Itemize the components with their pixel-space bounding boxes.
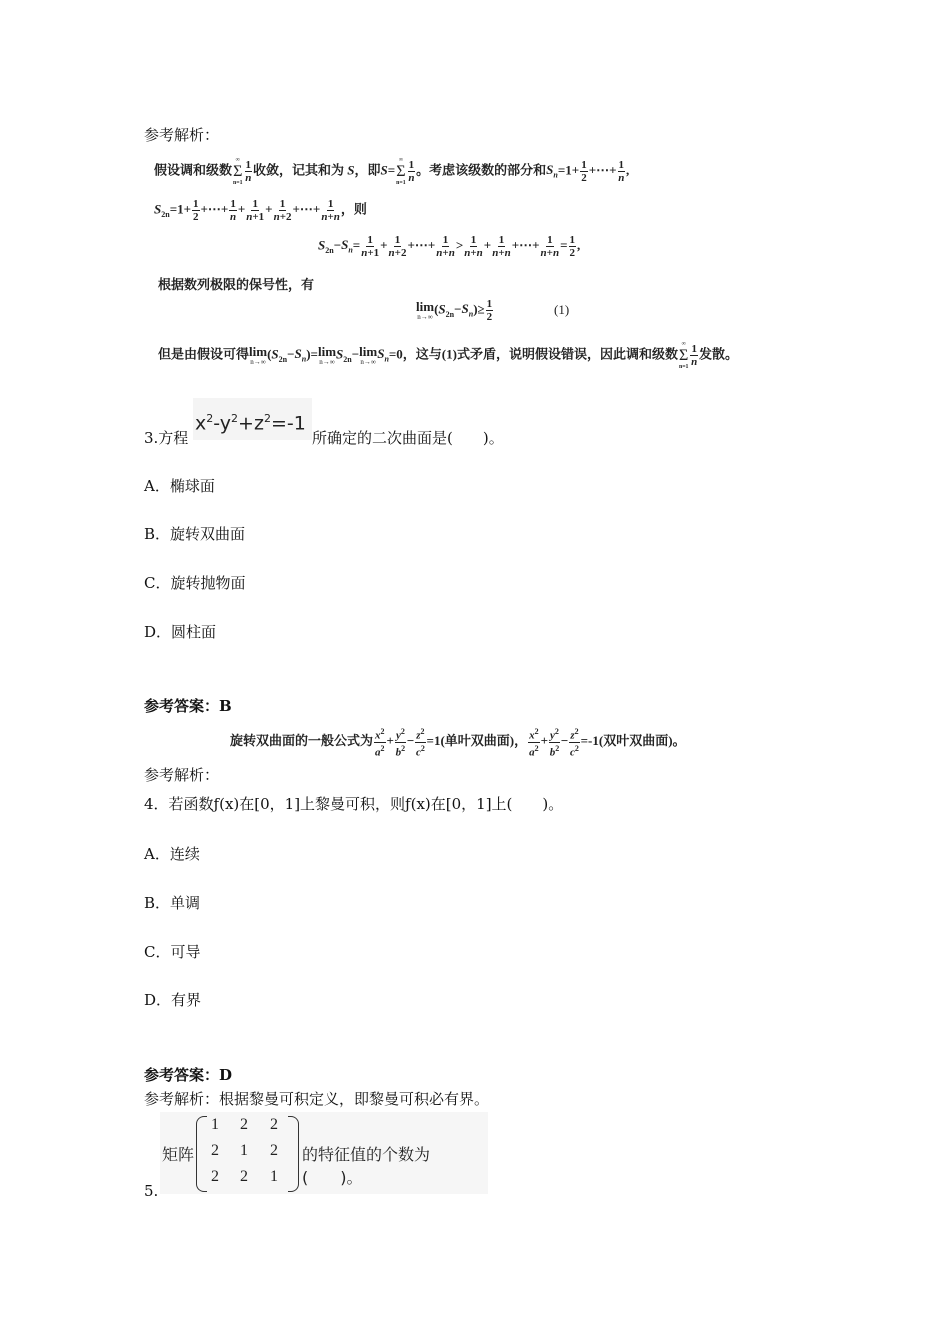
matrix-cell: 2 — [240, 1116, 248, 1133]
proof-equation-number: (1) — [554, 302, 570, 317]
matrix-cell: 1 — [211, 1116, 219, 1133]
q3-stem-prefix: 3.方程 — [144, 429, 189, 447]
q4-answer: 参考答案：D — [144, 1066, 233, 1084]
matrix-cell: 1 — [240, 1142, 248, 1159]
proof-text-sign: 根据数列极限的保号性，有 — [158, 277, 315, 292]
q3-exp-text-c: =-1(双叶双曲面)。 — [580, 733, 686, 749]
q3-option-d: D．圆柱面 — [144, 623, 217, 641]
matrix-cell: 2 — [211, 1168, 219, 1185]
q5-text-pre: 矩阵 — [162, 1145, 195, 1164]
q3-exp-text-b: =1(单叶双曲面)， — [426, 733, 528, 749]
q3-option-b: B．旋转双曲面 — [144, 525, 246, 543]
harmonic-series-proof: 假设调和级数 ∞ Σ n=1 $\frac{1}{n}$ 收敛，记其和为 S，即S= ∞ Σ n=1 $\frac{1}{n}$ 。考虑该级数的部分和$S_n=1+$ $\frac{1}{2}$ +⋯+ $\frac{1}{n}$ , $S_{2n}=1+$ $\frac{1}{2}$ +⋯+ $\frac{1}{n}$ + $\frac{1}{n+1}$ + $\frac{1}{n+2}$ +⋯+ $\frac{1}{n+n}$ ，则 $S_{2n}-S_n=$ $\frac{1}{n+1}$ + $\frac{1}{n+2}$ +⋯+ $\frac{1}{n+n}$ > $\frac{1}{n+n}$ + $\frac{1}{n+n}$ +⋯+ $\frac{1}{n+n}$ = $\frac{1}{2}$ , 根据数列极限的保号性，有 lim n→∞ $(S_{2n}-S_n)\ge$ $\frac{1}{2}$ (1) 但是由假设可得lim n→∞ $(S_{2n}-S_n)=\lim$ n→∞ $S_{2n}-\lim$ n→∞ $S_n=0$，这与(1)式矛盾，说明假设错误，因此调和级数 ∞ Σ n=1 $\frac{1}{n}$ 发散。 — [154, 157, 738, 370]
proof-text-partial: 。考虑该级数的部分和 — [416, 162, 547, 178]
proof-text-assume: 假设调和级数 — [154, 162, 233, 178]
q3-stem-suffix: 所确定的二次曲面是( )。 — [312, 429, 504, 447]
q5-text-post: 的特征值的个数为( )。 — [302, 1145, 431, 1187]
q3-equation-image: $x^2-y^2+z^2=-1$ — [193, 398, 312, 440]
matrix-right-bracket — [288, 1116, 299, 1192]
q3-explanation-label: 参考解析： — [144, 766, 220, 784]
matrix-left-bracket — [196, 1116, 207, 1192]
q4-option-c: C．可导 — [144, 943, 201, 961]
q4-option-d: D．有界 — [144, 991, 202, 1009]
matrix-cell: 1 — [270, 1168, 278, 1185]
q4-stem: 4．若函数ƒ(x)在[0，1]上黎曼可积，则ƒ(x)在[0，1]上( )。 — [144, 795, 564, 813]
q3-exp-text-a: 旋转双曲面的一般公式为 — [230, 733, 374, 749]
q5-number: 5. — [144, 1182, 159, 1200]
q3-option-a: A．椭球面 — [144, 477, 215, 495]
matrix-cell: 2 — [211, 1142, 219, 1159]
matrix-cell: 2 — [270, 1142, 278, 1159]
proof-text-diverge: 发散。 — [698, 346, 738, 362]
proof-text-converge: 收敛，记其和为 — [253, 162, 345, 178]
q4-option-b: B．单调 — [144, 894, 201, 912]
q4-explanation: 参考解析：根据黎曼可积定义，即黎曼可积必有界。 — [144, 1090, 490, 1108]
q4-option-a: A．连续 — [144, 845, 200, 863]
matrix-cell: 2 — [240, 1168, 248, 1185]
q3-answer: 参考答案：B — [144, 697, 232, 715]
proof-text-ie: ，即 — [354, 162, 381, 178]
proof-text-contradiction: =0，这与(1)式矛盾，说明假设错误，因此调和级数 — [388, 346, 678, 362]
proof-text-then: ，则 — [340, 201, 367, 217]
q3-option-c: C．旋转抛物面 — [144, 574, 246, 592]
proof-text-but: 但是由假设可得 — [158, 346, 250, 362]
explanation-label: 参考解析： — [144, 126, 220, 144]
q5-matrix-image — [160, 1112, 488, 1194]
matrix-cell: 2 — [270, 1116, 278, 1133]
q3-explanation-image: 旋转双曲面的一般公式为 $\frac{x^2}{a^2}$ + $\frac{y^2}{b^2}$ − $\frac{z^2}{c^2}$ =1(单叶双曲面)， $\frac{x^2}{a^2}$ + $\frac{y^2}{b^2}$ − $\frac{z^2}{c^2}$ =-1(双叶双曲面)。 — [230, 727, 686, 759]
